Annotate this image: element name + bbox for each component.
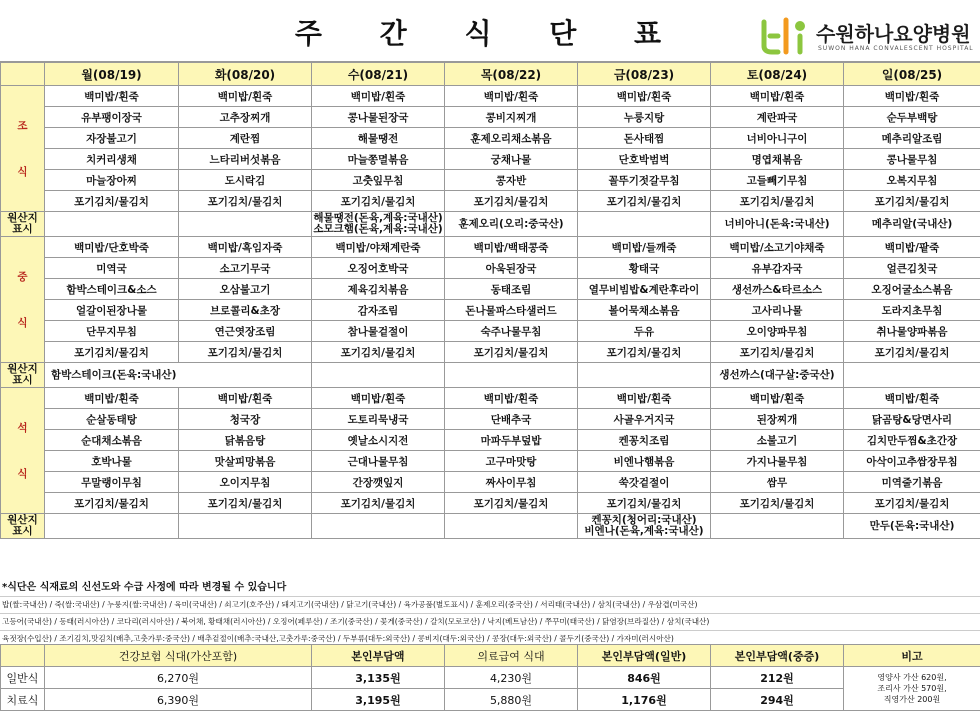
- lunch-label-top: 중: [1, 254, 44, 300]
- breakfast-dish: 궁채나물: [445, 149, 578, 170]
- lunch-dish: 유부감자국: [711, 258, 844, 279]
- cost-header: 본인부담액(중증): [711, 645, 844, 667]
- breakfast-dish: 치커리생채: [45, 149, 179, 170]
- dinner-dish: 포기김치/물김치: [179, 493, 312, 514]
- breakfast-dish: 너비아니구이: [711, 128, 844, 149]
- breakfast-dish: 콩비지찌개: [445, 107, 578, 128]
- dinner-dish: 가지나물무침: [711, 451, 844, 472]
- lunch-dish: 오삼불고기: [179, 279, 312, 300]
- lunch-dish: 오이양파무침: [711, 321, 844, 342]
- cost-cell: 3,195원: [312, 689, 445, 711]
- lunch-dish: 황태국: [578, 258, 711, 279]
- cost-row: [1, 667, 980, 689]
- cost-header: [1, 645, 45, 667]
- lunch-dish: 아욱된장국: [445, 258, 578, 279]
- corner-cell: [1, 63, 45, 86]
- dinner-dish: 포기김치/물김치: [578, 493, 711, 514]
- lunch-dish: 연근엿장조림: [179, 321, 312, 342]
- breakfast-dish: 포기김치/물김치: [711, 191, 844, 212]
- dinner-row: [1, 430, 980, 451]
- dinner-dish: 포기김치/물김치: [45, 493, 179, 514]
- breakfast-row: [1, 149, 980, 170]
- lunch-dish: 포기김치/물김치: [578, 342, 711, 363]
- dinner-dish: 짜사이무침: [445, 472, 578, 493]
- lunch-row: [1, 342, 980, 363]
- lunch-row: [1, 321, 980, 342]
- dinner-dish: 순살동태탕: [45, 409, 179, 430]
- lunch-row: [1, 300, 980, 321]
- breakfast-dish: 메추리알조림: [844, 128, 980, 149]
- lunch-label-bottom: 식: [1, 300, 44, 346]
- dinner-dish: 무말랭이무침: [45, 472, 179, 493]
- menu-body: [1, 86, 980, 539]
- lunch-dish: 단무지무침: [45, 321, 179, 342]
- lunch-row: [1, 237, 980, 258]
- breakfast-label-bottom: 식: [1, 149, 44, 195]
- lunch-dish: 얼갈이된장나물: [45, 300, 179, 321]
- lunch-dish: 포기김치/물김치: [312, 342, 445, 363]
- dinner-dish: 포기김치/물김치: [711, 493, 844, 514]
- cost-cell: 294원: [711, 689, 844, 711]
- dinner-row: [1, 493, 980, 514]
- cost-header: 본인부담액(일반): [578, 645, 711, 667]
- breakfast-row: [1, 86, 980, 107]
- dinner-dish: 닭볶음탕: [179, 430, 312, 451]
- lunch-dish: 브로콜리&초장: [179, 300, 312, 321]
- breakfast-dish: 콩나물무침: [844, 149, 980, 170]
- lunch-dish: 동태조림: [445, 279, 578, 300]
- day-header: 화(08/20): [179, 63, 312, 86]
- breakfast-dish: 순두부백탕: [844, 107, 980, 128]
- dinner-label-top: 석: [1, 405, 44, 451]
- dinner-dish: 포기김치/물김치: [445, 493, 578, 514]
- dinner-origin-cell: [711, 514, 844, 539]
- lunch-row: [1, 279, 980, 300]
- breakfast-dish: 백미밥/흰죽: [179, 86, 312, 107]
- breakfast-dish: 유부팽이장국: [45, 107, 179, 128]
- lunch-dish: 백미밥/흑임자죽: [179, 237, 312, 258]
- cost-cell: 212원: [711, 667, 844, 689]
- lunch-dish: 얼큰김칫국: [844, 258, 980, 279]
- breakfast-dish: 포기김치/물김치: [45, 191, 179, 212]
- lunch-dish: 백미밥/소고기야채죽: [711, 237, 844, 258]
- menu-table: [0, 62, 980, 539]
- dinner-label-bottom: 식: [1, 451, 44, 497]
- dinner-dish: 백미밥/흰죽: [179, 388, 312, 409]
- breakfast-dish: 고춧잎무침: [312, 170, 445, 191]
- lunch-dish: 생선까스&타르소스: [711, 279, 844, 300]
- breakfast-dish: 포기김치/물김치: [844, 191, 980, 212]
- breakfast-dish: 백미밥/흰죽: [45, 86, 179, 107]
- breakfast-row: [1, 128, 980, 149]
- cost-cell: 치료식: [1, 689, 45, 711]
- breakfast-row: [1, 170, 980, 191]
- dinner-label: [1, 388, 45, 514]
- lunch-row: [1, 258, 980, 279]
- breakfast-dish: 고추장찌개: [179, 107, 312, 128]
- breakfast-dish: 계란파국: [711, 107, 844, 128]
- breakfast-label-top: 조: [1, 103, 44, 149]
- day-header: 금(08/23): [578, 63, 711, 86]
- dinner-dish: 백미밥/흰죽: [844, 388, 980, 409]
- breakfast-dish: 누룽지탕: [578, 107, 711, 128]
- lunch-dish: 도라지초무침: [844, 300, 980, 321]
- breakfast-dish: 백미밥/흰죽: [445, 86, 578, 107]
- breakfast-row: [1, 107, 980, 128]
- dinner-dish: 켄꽁치조림: [578, 430, 711, 451]
- breakfast-dish: 백미밥/흰죽: [312, 86, 445, 107]
- lunch-dish: 취나물양파볶음: [844, 321, 980, 342]
- dinner-dish: 백미밥/흰죽: [578, 388, 711, 409]
- dinner-origin-row: [1, 514, 980, 539]
- note-line: 고등어(국내산) / 동태(러시아산) / 코다리(러시아산) / 북어채, 황태채(러시아산) / 오징어(페루산) / 조기(중국산) / 꽃게(중국산) / 갈치(모로코산) / 낙지(베트남산) / 쭈꾸미(태국산) / 닭염장(브라질산) / 삼치(국내산): [0, 614, 980, 631]
- breakfast-dish: 콩나물된장국: [312, 107, 445, 128]
- header: [0, 0, 980, 62]
- breakfast-row: [1, 191, 980, 212]
- cost-cell: 3,135원: [312, 667, 445, 689]
- origin-label: 원산지 표시: [1, 514, 45, 539]
- breakfast-dish: 콩자반: [445, 170, 578, 191]
- breakfast-origin-cell: 너비아니(돈육:국내산): [711, 212, 844, 237]
- lunch-dish: 소고기무국: [179, 258, 312, 279]
- breakfast-origin-cell: [45, 212, 179, 237]
- dinner-origin-cell: 만두(돈육:국내산): [844, 514, 980, 539]
- breakfast-dish: 명엽채볶음: [711, 149, 844, 170]
- day-header: 일(08/25): [844, 63, 980, 86]
- day-header: 목(08/22): [445, 63, 578, 86]
- breakfast-dish: 훈제오리채소볶음: [445, 128, 578, 149]
- lunch-origin-cell: 생선까스(대구살:중국산): [711, 363, 844, 388]
- breakfast-origin-cell: [578, 212, 711, 237]
- dinner-origin-cell: [179, 514, 312, 539]
- lunch-dish: 포기김치/물김치: [844, 342, 980, 363]
- day-header: 월(08/19): [45, 63, 179, 86]
- note-line: 육젓장(수입산) / 조기김치,맛김치(배추,고춧가루:중국산) / 배추겉절이(배추:국내산,고춧가루:중국산) / 두부류(대두:외국산) / 콩비지(대두:외국산) / 콩장(대두:외국산) / 콜두기(중국산) / 가자미(러시아산): [0, 631, 980, 648]
- lunch-dish: 백미밥/백태콩죽: [445, 237, 578, 258]
- dinner-dish: 백미밥/흰죽: [711, 388, 844, 409]
- breakfast-dish: 느타리버섯볶음: [179, 149, 312, 170]
- breakfast-dish: 백미밥/흰죽: [711, 86, 844, 107]
- day-header: 수(08/21): [312, 63, 445, 86]
- dinner-dish: 고구마맛탕: [445, 451, 578, 472]
- dinner-dish: 맛살피망볶음: [179, 451, 312, 472]
- lunch-dish: 숙주나물무침: [445, 321, 578, 342]
- breakfast-dish: 포기김치/물김치: [578, 191, 711, 212]
- origin-label: 원산지 표시: [1, 212, 45, 237]
- note-line: 밥(쌀:국내산) / 죽(쌀:국내산) / 누룽지(쌀:국내산) / 육미(국내산) / 쇠고기(호주산) / 돼지고기(국내산) / 닭고기(국내산) / 육가공품(별도표시) / 훈제오리(중국산) / 서리태(국내산) / 삼치(국내산) / 우삼겹(미국산): [0, 597, 980, 614]
- lunch-origin-cell: [445, 363, 578, 388]
- breakfast-dish: 도시락김: [179, 170, 312, 191]
- note-line: *식단은 식재료의 신선도와 수급 사정에 따라 변경될 수 있습니다: [0, 580, 980, 597]
- cost-cell: 6,270원: [45, 667, 312, 689]
- dinner-dish: 쌈무: [711, 472, 844, 493]
- lunch-origin-cell: [312, 363, 445, 388]
- origin-label: 원산지 표시: [1, 363, 45, 388]
- breakfast-dish: 포기김치/물김치: [312, 191, 445, 212]
- day-header: 토(08/24): [711, 63, 844, 86]
- dinner-dish: 순대채소볶음: [45, 430, 179, 451]
- lunch-label: [1, 237, 45, 363]
- breakfast-dish: 계란찜: [179, 128, 312, 149]
- dinner-dish: 간장깻잎지: [312, 472, 445, 493]
- breakfast-dish: 오복지무침: [844, 170, 980, 191]
- dinner-dish: 소불고기: [711, 430, 844, 451]
- lunch-dish: 열무비빔밥&계란후라이: [578, 279, 711, 300]
- cost-cell: 일반식: [1, 667, 45, 689]
- logo-text: 수원하나요양병원: [816, 18, 971, 47]
- dinner-dish: 쑥갓겉절이: [578, 472, 711, 493]
- breakfast-origin-cell: [179, 212, 312, 237]
- day-header-row: [1, 63, 980, 86]
- dinner-dish: 김치만두찜&초간장: [844, 430, 980, 451]
- dinner-dish: 닭곰탕&당면사리: [844, 409, 980, 430]
- dinner-dish: 백미밥/흰죽: [45, 388, 179, 409]
- dinner-dish: 된장찌개: [711, 409, 844, 430]
- meal-cost-table: [0, 644, 980, 711]
- breakfast-dish: 백미밥/흰죽: [844, 86, 980, 107]
- dinner-dish: 오이지무침: [179, 472, 312, 493]
- dinner-dish: 비엔나햄볶음: [578, 451, 711, 472]
- dinner-row: [1, 409, 980, 430]
- breakfast-origin-cell: 해물땡전(돈육,계육:국내산) 소모크햄(돈육,계육:국내산): [312, 212, 445, 237]
- cost-header: 비고: [844, 645, 980, 667]
- dinner-dish: 백미밥/흰죽: [445, 388, 578, 409]
- cost-cell: 846원: [578, 667, 711, 689]
- lunch-dish: 포기김치/물김치: [711, 342, 844, 363]
- dinner-dish: 도토리묵냉국: [312, 409, 445, 430]
- breakfast-dish: 마늘쫑멸볶음: [312, 149, 445, 170]
- dinner-origin-cell: [45, 514, 179, 539]
- breakfast-origin-row: [1, 212, 980, 237]
- cost-cell: 6,390원: [45, 689, 312, 711]
- lunch-dish: 미역국: [45, 258, 179, 279]
- lunch-origin-cell: [578, 363, 711, 388]
- logo-subtext: SUWON HANA CONVALESCENT HOSPITAL: [818, 45, 974, 52]
- dinner-dish: 포기김치/물김치: [844, 493, 980, 514]
- lunch-dish: 참나물겉절이: [312, 321, 445, 342]
- lunch-origin-cell: [844, 363, 980, 388]
- cost-cell: 5,880원: [445, 689, 578, 711]
- breakfast-dish: 마늘장아찌: [45, 170, 179, 191]
- breakfast-origin-cell: 훈제오리(오리:중국산): [445, 212, 578, 237]
- cost-header: 본인부담액: [312, 645, 445, 667]
- breakfast-dish: 포기김치/물김치: [445, 191, 578, 212]
- lunch-dish: 백미밥/팥죽: [844, 237, 980, 258]
- dinner-origin-cell: [445, 514, 578, 539]
- hospital-logo: [760, 14, 974, 58]
- lunch-dish: 백미밥/단호박죽: [45, 237, 179, 258]
- dinner-dish: 백미밥/흰죽: [312, 388, 445, 409]
- lunch-dish: 오징어굴소스볶음: [844, 279, 980, 300]
- dinner-dish: 아삭이고추쌈장무침: [844, 451, 980, 472]
- breakfast-dish: 단호박범벅: [578, 149, 711, 170]
- lunch-dish: 감자조림: [312, 300, 445, 321]
- dinner-dish: 옛날소시지전: [312, 430, 445, 451]
- cost-cell: 1,176원: [578, 689, 711, 711]
- cost-header: 의료급여 식대: [445, 645, 578, 667]
- notes: [0, 580, 980, 648]
- breakfast-origin-cell: 메추리알(국내산): [844, 212, 980, 237]
- lunch-dish: 볼어묵채소볶음: [578, 300, 711, 321]
- dinner-dish: 포기김치/물김치: [312, 493, 445, 514]
- dinner-row: [1, 451, 980, 472]
- page-title: 주 간 식 단 표: [0, 12, 980, 52]
- dinner-row: [1, 388, 980, 409]
- cost-cell: 4,230원: [445, 667, 578, 689]
- cost-header: 건강보험 식대(가산포함): [45, 645, 312, 667]
- cost-header-row: [1, 645, 980, 667]
- dinner-row: [1, 472, 980, 493]
- lunch-dish: 포기김치/물김치: [45, 342, 179, 363]
- cost-note: 영양사 가산 620원, 조리사 가산 570원, 직영가산 200원: [844, 667, 980, 711]
- lunch-dish: 백미밥/야채계란죽: [312, 237, 445, 258]
- cost-row: [1, 689, 980, 711]
- lunch-dish: 포기김치/물김치: [179, 342, 312, 363]
- dinner-dish: 청국장: [179, 409, 312, 430]
- breakfast-dish: 자장불고기: [45, 128, 179, 149]
- breakfast-dish: 고들빼기무침: [711, 170, 844, 191]
- dinner-dish: 미역줄기볶음: [844, 472, 980, 493]
- breakfast-dish: 포기김치/물김치: [179, 191, 312, 212]
- lunch-dish: 백미밥/들깨죽: [578, 237, 711, 258]
- lunch-origin-cell: 함박스테이크(돈육:국내산): [45, 363, 312, 388]
- lunch-dish: 돈나물파스타샐러드: [445, 300, 578, 321]
- dinner-origin-cell: [312, 514, 445, 539]
- breakfast-dish: 돈사태찜: [578, 128, 711, 149]
- breakfast-dish: 백미밥/흰죽: [578, 86, 711, 107]
- lunch-dish: 오징어호박국: [312, 258, 445, 279]
- dinner-dish: 마파두부덮밥: [445, 430, 578, 451]
- logo-mark-icon: [760, 16, 812, 56]
- dinner-dish: 근대나물무침: [312, 451, 445, 472]
- lunch-origin-row: [1, 363, 980, 388]
- lunch-dish: 포기김치/물김치: [445, 342, 578, 363]
- dinner-dish: 호박나물: [45, 451, 179, 472]
- breakfast-label: [1, 86, 45, 212]
- lunch-dish: 고사리나물: [711, 300, 844, 321]
- breakfast-dish: 해물땡전: [312, 128, 445, 149]
- dinner-dish: 사골우거지국: [578, 409, 711, 430]
- lunch-dish: 두유: [578, 321, 711, 342]
- dinner-origin-cell: 켄꽁치(청어리:국내산) 비엔나(돈육,계육:국내산): [578, 514, 711, 539]
- lunch-dish: 함박스테이크&소스: [45, 279, 179, 300]
- dinner-dish: 단배추국: [445, 409, 578, 430]
- lunch-dish: 제육김치볶음: [312, 279, 445, 300]
- breakfast-dish: 꼴뚜기젓갈무침: [578, 170, 711, 191]
